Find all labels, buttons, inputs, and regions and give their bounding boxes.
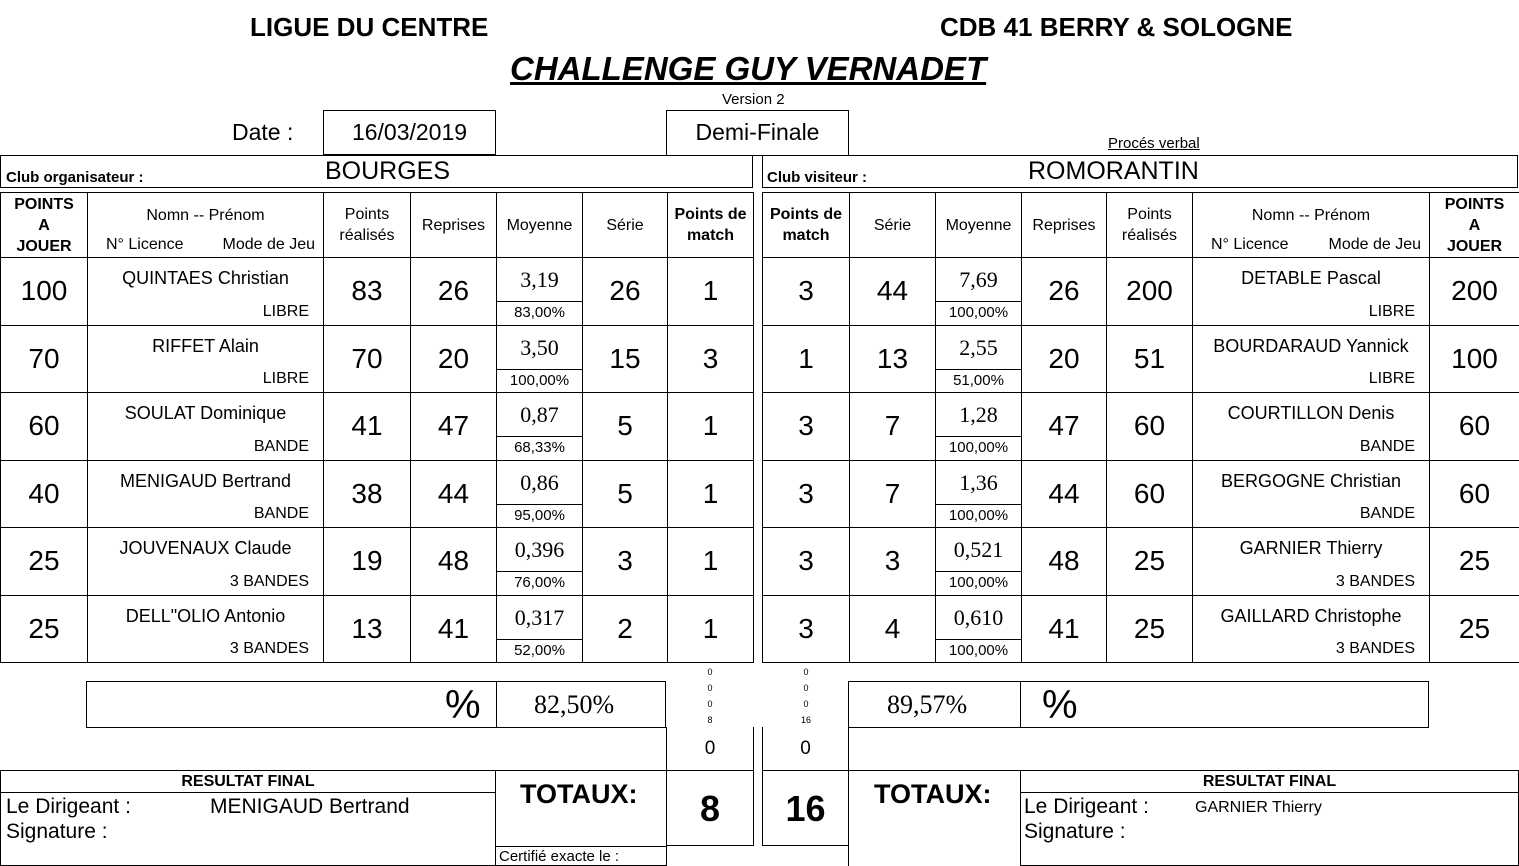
header-reprises: Reprises [411, 193, 497, 258]
player-name: DETABLE Pascal [1241, 268, 1381, 288]
reprises: 47 [1022, 393, 1107, 461]
moyenne-cell [936, 258, 1022, 326]
points-realises: 70 [324, 325, 411, 393]
table-row [1, 460, 754, 528]
game-mode: 3 BANDES [229, 572, 309, 590]
points-de-match: 1 [668, 393, 754, 461]
left-percentage-box [86, 681, 666, 728]
club-visiteur-box [762, 155, 1518, 188]
reprises: 26 [1022, 258, 1107, 326]
game-mode: LIBRE [1368, 302, 1415, 320]
player-name: DELL"OLIO Antonio [125, 605, 286, 626]
table-row [1, 325, 754, 393]
moyenne-percentage: 100,00% [948, 506, 1009, 524]
left-resultat-final: RESULTAT FINAL [181, 773, 315, 790]
left-result-box [0, 770, 496, 866]
version-label: Version 2 [722, 91, 785, 108]
moyenne-value: 0,610 [936, 596, 1021, 640]
left-total-box [666, 770, 754, 846]
proces-verbal-label: Procés verbal [1108, 135, 1200, 152]
table-row [1, 528, 754, 596]
moyenne-value: 0,317 [497, 596, 582, 640]
points-de-match: 3 [763, 258, 850, 326]
player-name: BERGOGNE Christian [1220, 470, 1402, 491]
points-de-match: 3 [763, 460, 850, 528]
points-realises: 25 [1107, 595, 1193, 663]
points-a-jouer: 100 [1430, 325, 1519, 393]
left-dirigeant-name: MENIGAUD Bertrand [210, 795, 410, 818]
left-results-table [0, 192, 754, 663]
points-realises: 19 [324, 528, 411, 596]
reprises: 26 [411, 258, 497, 326]
moyenne-cell [936, 460, 1022, 528]
phase-field [666, 110, 849, 156]
player-name-cell [1193, 595, 1430, 663]
moyenne-percentage: 100,00% [948, 304, 1009, 322]
left-average-percentage: 82,50% [534, 690, 615, 719]
moyenne-value: 0,396 [497, 528, 582, 572]
header-moyenne: Moyenne [497, 193, 583, 258]
moyenne-percentage: 76,00% [514, 574, 565, 592]
left-dirigeant-label: Le Dirigeant : [6, 795, 131, 818]
game-mode: LIBRE [1368, 370, 1415, 387]
moyenne-cell [936, 528, 1022, 596]
reprises: 20 [411, 325, 497, 393]
points-de-match: 1 [668, 595, 754, 663]
reprises: 41 [411, 595, 497, 663]
reprises: 44 [1022, 460, 1107, 528]
points-realises: 60 [1107, 460, 1193, 528]
right-total-box [762, 770, 849, 846]
certifie-label: Certifié exacte le : [499, 848, 620, 865]
right-zero-box: 0 [762, 727, 849, 771]
right-small-values: 0 0 0 16 [800, 667, 811, 725]
moyenne-percentage: 95,00% [514, 506, 565, 524]
table-row [763, 325, 1519, 393]
player-name: GAILLARD Christophe [1220, 605, 1402, 626]
table-row [1, 393, 754, 461]
header-serie: Série [583, 193, 668, 258]
date-label: Date : [232, 119, 294, 145]
points-a-jouer: 200 [1430, 258, 1519, 326]
moyenne-cell [497, 258, 583, 326]
serie: 26 [583, 258, 668, 326]
serie: 5 [583, 393, 668, 461]
points-de-match: 1 [668, 528, 754, 596]
left-percent-symbol: % [445, 683, 481, 727]
totaux-right-box [848, 770, 1021, 866]
moyenne-percentage: 68,33% [514, 439, 565, 457]
moyenne-value: 0,87 [497, 393, 582, 437]
cdb-title: CDB 41 BERRY & SOLOGNE [940, 12, 1293, 42]
right-total-value: 16 [785, 788, 826, 829]
player-name: QUINTAES Christian [122, 268, 289, 288]
reprises: 20 [1022, 325, 1107, 393]
moyenne-percentage: 100,00% [948, 641, 1009, 659]
table-row [763, 595, 1519, 663]
moyenne-value: 7,69 [936, 258, 1021, 302]
player-name-cell [88, 258, 324, 326]
phase-value: Demi-Finale [695, 119, 820, 145]
date-field [323, 110, 496, 155]
table-row [763, 258, 1519, 326]
moyenne-percentage: 51,00% [953, 371, 1004, 389]
moyenne-value: 1,36 [936, 461, 1021, 505]
header-nom-prenom: Nomn -- Prénom N° Licence Mode de Jeu [1193, 193, 1430, 258]
player-name-cell [1193, 460, 1430, 528]
club-organisateur-name: BOURGES [325, 157, 451, 185]
player-name-cell [88, 460, 324, 528]
moyenne-percentage: 100,00% [948, 439, 1009, 457]
moyenne-value: 0,86 [497, 461, 582, 505]
player-name: JOUVENAUX Claude [119, 538, 292, 558]
serie: 2 [583, 595, 668, 663]
right-signature-label: Signature : [1024, 820, 1126, 843]
ligue-title: LIGUE DU CENTRE [250, 12, 489, 42]
points-de-match: 3 [763, 393, 850, 461]
moyenne-value: 0,521 [936, 528, 1021, 572]
table-row [763, 460, 1519, 528]
right-percent-symbol: % [1042, 683, 1078, 727]
moyenne-cell [497, 528, 583, 596]
club-visiteur-label: Club visiteur : [767, 169, 868, 186]
player-name-cell [88, 393, 324, 461]
game-mode: LIBRE [262, 370, 309, 387]
reprises: 41 [1022, 595, 1107, 663]
header-moyenne: Moyenne [936, 193, 1022, 258]
left-small-values: 0 0 0 8 [707, 667, 713, 725]
serie: 13 [850, 325, 936, 393]
header-nom-prenom: Nomn -- Prénom N° Licence Mode de Jeu [88, 193, 324, 258]
serie: 44 [850, 258, 936, 326]
player-name: MENIGAUD Bertrand [119, 470, 292, 491]
points-realises: 60 [1107, 393, 1193, 461]
game-mode: 3 BANDES [1335, 572, 1415, 590]
points-de-match: 1 [668, 460, 754, 528]
serie: 7 [850, 393, 936, 461]
header-points-match: Points de match [763, 193, 850, 258]
challenge-title: CHALLENGE GUY VERNADET [510, 50, 987, 87]
serie: 5 [583, 460, 668, 528]
serie: 15 [583, 325, 668, 393]
player-name-cell [88, 528, 324, 596]
table-row [1, 595, 754, 663]
moyenne-cell [497, 325, 583, 393]
player-name: GARNIER Thierry [1239, 538, 1383, 558]
points-a-jouer: 100 [1, 258, 88, 326]
club-organisateur-label: Club organisateur : [6, 169, 144, 186]
player-name: COURTILLON Denis [1227, 403, 1395, 423]
moyenne-value: 1,28 [936, 393, 1021, 437]
header-reprises: Reprises [1022, 193, 1107, 258]
points-a-jouer: 40 [1, 460, 88, 528]
header-points-a-jouer: POINTS A JOUER [1, 193, 88, 258]
table-row [1, 258, 754, 326]
reprises: 48 [1022, 528, 1107, 596]
right-results-table [762, 192, 1519, 663]
right-totaux-label: TOTAUX: [874, 779, 992, 809]
reprises: 47 [411, 393, 497, 461]
header-points-realises: Points réalisés [1107, 193, 1193, 258]
game-mode: 3 BANDES [1335, 640, 1415, 657]
left-totaux-label: TOTAUX: [520, 779, 638, 809]
moyenne-percentage: 100,00% [948, 574, 1009, 592]
points-a-jouer: 25 [1430, 595, 1519, 663]
points-a-jouer: 60 [1430, 393, 1519, 461]
points-a-jouer: 60 [1, 393, 88, 461]
right-dirigeant-name: GARNIER Thierry [1195, 799, 1322, 816]
header-serie: Série [850, 193, 936, 258]
points-realises: 25 [1107, 528, 1193, 596]
moyenne-cell [497, 393, 583, 461]
points-realises: 200 [1107, 258, 1193, 326]
header-points-a-jouer: POINTS A JOUER [1430, 193, 1519, 258]
moyenne-cell [936, 393, 1022, 461]
totaux-left-box [495, 770, 667, 866]
reprises: 48 [411, 528, 497, 596]
game-mode: 3 BANDES [229, 640, 309, 657]
game-mode: LIBRE [262, 302, 309, 320]
player-name-cell [88, 595, 324, 663]
left-signature-label: Signature : [6, 820, 108, 843]
club-organisateur-box [0, 155, 753, 188]
points-realises: 13 [324, 595, 411, 663]
game-mode: BANDE [253, 437, 309, 455]
points-de-match: 1 [763, 325, 850, 393]
points-a-jouer: 25 [1, 595, 88, 663]
points-de-match: 3 [668, 325, 754, 393]
serie: 3 [850, 528, 936, 596]
player-name-cell [1193, 258, 1430, 326]
moyenne-percentage: 83,00% [514, 304, 565, 322]
moyenne-percentage: 52,00% [514, 641, 565, 659]
points-de-match: 3 [763, 528, 850, 596]
left-zero-box: 0 [666, 727, 754, 771]
moyenne-cell [497, 460, 583, 528]
right-resultat-final: RESULTAT FINAL [1202, 773, 1337, 790]
player-name-cell [1193, 528, 1430, 596]
points-de-match: 3 [763, 595, 850, 663]
reprises: 44 [411, 460, 497, 528]
points-a-jouer: 25 [1430, 528, 1519, 596]
points-a-jouer: 60 [1430, 460, 1519, 528]
game-mode: BANDE [1359, 505, 1415, 522]
moyenne-value: 3,50 [497, 326, 582, 370]
header-points-realises: Points réalisés [324, 193, 411, 258]
table-row [763, 393, 1519, 461]
player-name-cell [1193, 393, 1430, 461]
moyenne-cell [936, 325, 1022, 393]
date-value: 16/03/2019 [351, 119, 468, 145]
moyenne-value: 2,55 [936, 326, 1021, 370]
points-realises: 83 [324, 258, 411, 326]
player-name: SOULAT Dominique [124, 403, 287, 423]
game-mode: BANDE [1359, 437, 1415, 455]
player-name: RIFFET Alain [152, 335, 259, 356]
player-name-cell [1193, 325, 1430, 393]
serie: 3 [583, 528, 668, 596]
header-points-match: Points de match [668, 193, 754, 258]
table-row [763, 528, 1519, 596]
right-average-percentage: 89,57% [887, 690, 968, 719]
moyenne-cell [936, 595, 1022, 663]
game-mode: BANDE [253, 505, 309, 522]
right-percentage-box [848, 681, 1429, 728]
moyenne-value: 3,19 [497, 258, 582, 302]
player-name-cell [88, 325, 324, 393]
points-realises: 41 [324, 393, 411, 461]
left-total-value: 8 [699, 788, 721, 829]
player-name: BOURDARAUD Yannick [1213, 335, 1409, 356]
right-dirigeant-label: Le Dirigeant : [1024, 795, 1149, 818]
right-result-box [1020, 770, 1519, 866]
points-a-jouer: 25 [1, 528, 88, 596]
points-realises: 38 [324, 460, 411, 528]
points-a-jouer: 70 [1, 325, 88, 393]
serie: 7 [850, 460, 936, 528]
serie: 4 [850, 595, 936, 663]
moyenne-cell [497, 595, 583, 663]
moyenne-percentage: 100,00% [509, 371, 570, 389]
points-de-match: 1 [668, 258, 754, 326]
points-realises: 51 [1107, 325, 1193, 393]
club-visiteur-name: ROMORANTIN [1028, 157, 1199, 185]
